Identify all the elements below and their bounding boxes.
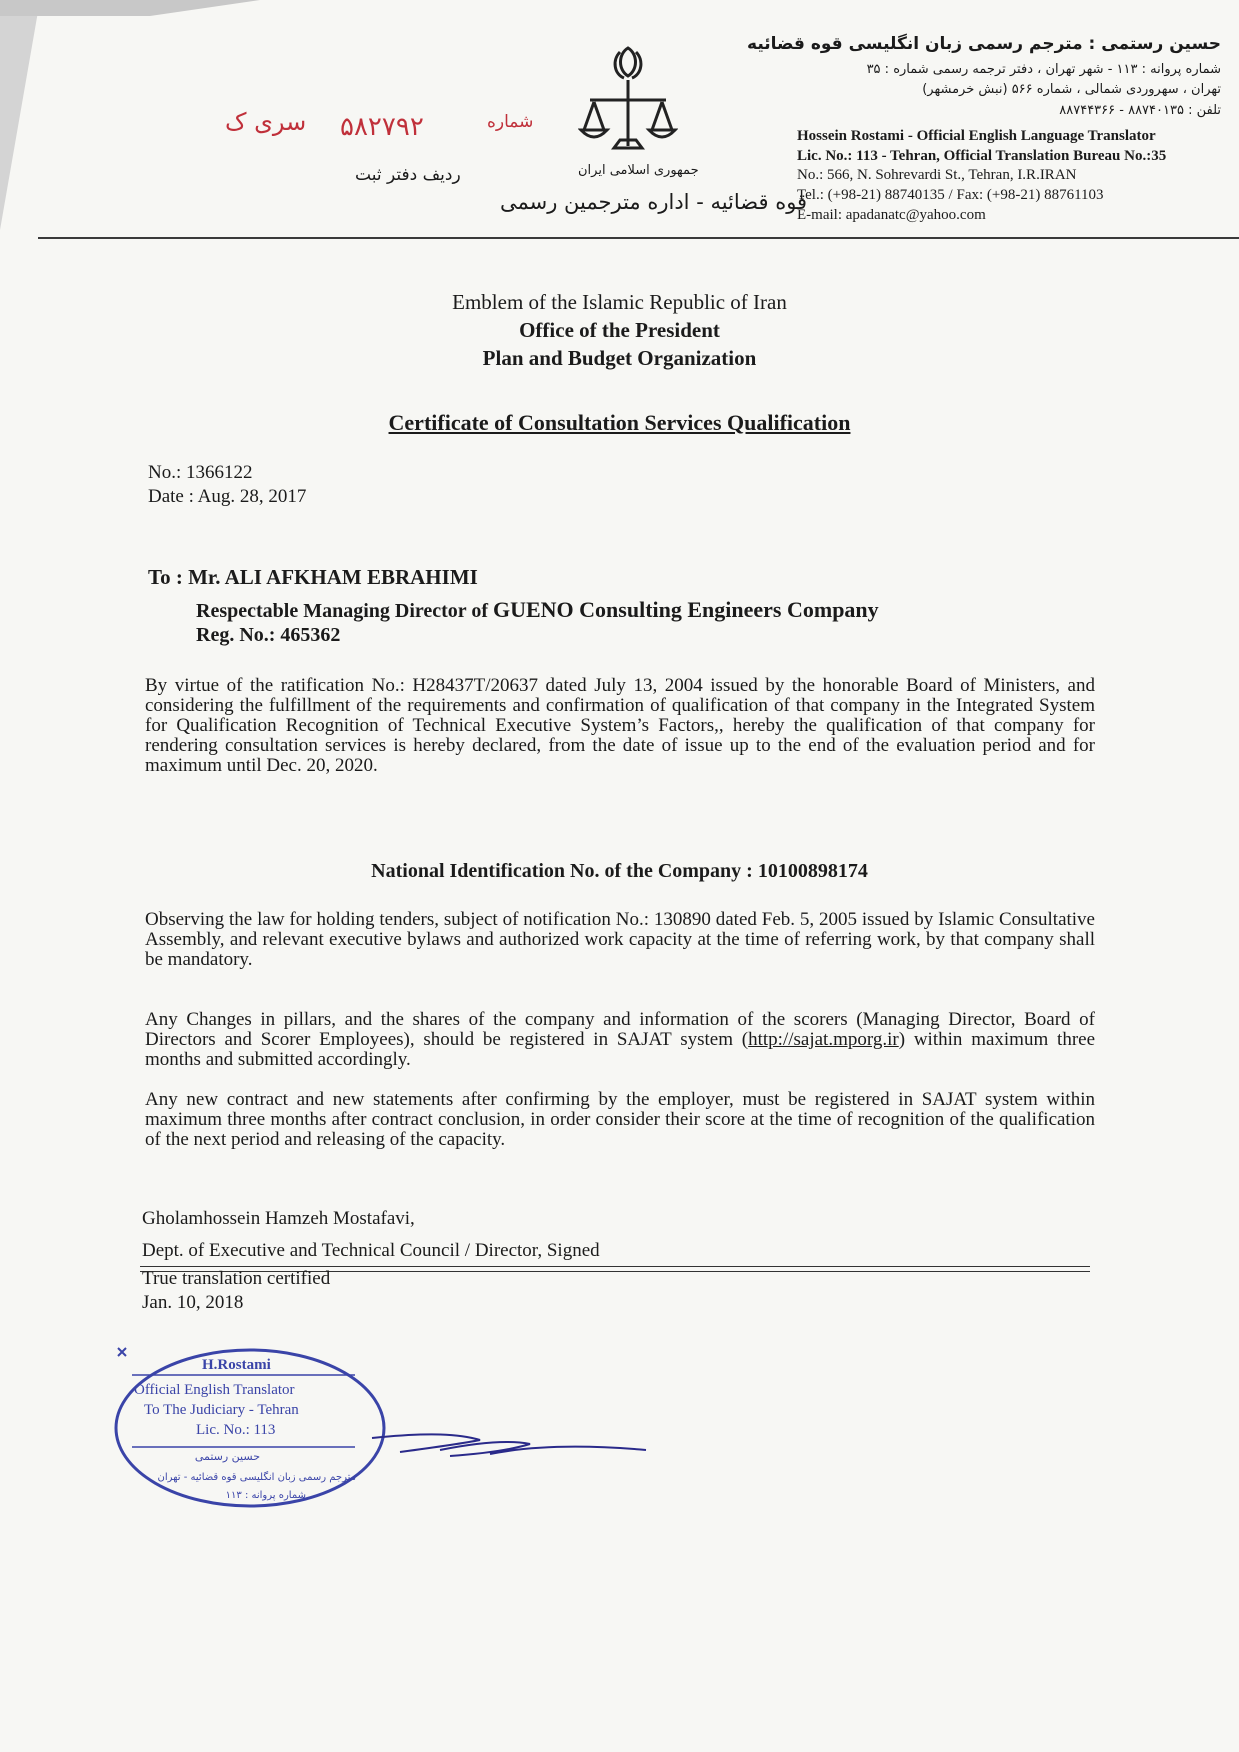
translator-phone-fa: تلفن : ۸۸۷۴۰۱۳۵ - ۸۸۷۴۴۳۶۶ [1059, 103, 1221, 118]
judiciary-emblem-icon [578, 44, 678, 154]
translator-license-en: Lic. No.: 113 - Tehran, Official Translation Bureau No.:35 [797, 148, 1167, 164]
stamp-line-1: H.Rostami [202, 1357, 271, 1373]
stamp-line-6: مترجم رسمی زبان انگلیسی قوه قضائیه - تهران [157, 1472, 356, 1483]
national-id-line: National Identification No. of the Company : 10100898174 [371, 860, 868, 882]
organization-title: Plan and Budget Organization [482, 346, 757, 370]
page-corner-fold [0, 0, 40, 230]
header-divider [38, 237, 1239, 239]
tender-law-paragraph: Observing the law for holding tenders, subject of notification No.: 130890 dated Feb. 5, 2005 issued by Islamic Consultative Assembly, and relevant executive bylaws and authorized work capacity at the time of referring work, by that company shall be mandatory. [145, 909, 1095, 970]
translator-address-fa: تهران ، سهروردی شمالی ، شماره ۵۶۶ (نبش خرمشهر) [922, 82, 1221, 97]
recipient-role [196, 597, 879, 623]
contract-paragraph: Any new contract and new statements after confirming by the employer, must be registered in SAJAT system within maximum three months after contract conclusion, in order consider their score at the time of recognition of the qualification of the next period and releasing of the capacity. [145, 1089, 1095, 1150]
translator-license-fa: شماره پروانه : ۱۱۳ - شهر تهران ، دفتر ترجمه رسمی شماره : ۳۵ [866, 62, 1221, 77]
changes-paragraph [145, 1010, 1095, 1070]
translator-phone-en: Tel.: (+98-21) 88740135 / Fax: (+98-21) 88761103 [797, 187, 1104, 203]
stamp-line-3: To The Judiciary - Tehran [144, 1402, 299, 1418]
company-name: GUENO Consulting Engineers Company [492, 597, 879, 622]
certificate-number: No.: 1366122 [148, 462, 253, 483]
registration-number: Reg. No.: 465362 [196, 624, 341, 646]
office-title: Office of the President [519, 318, 720, 342]
certification-date: Jan. 10, 2018 [142, 1292, 244, 1313]
signatory-name: Gholamhossein Hamzeh Mostafavi, [142, 1208, 415, 1229]
judiciary-translators-label: قوه قضائیه - اداره مترجمین رسمی [500, 190, 808, 214]
certificate-date: Date : Aug. 28, 2017 [148, 486, 307, 507]
iran-republic-label: جمهوری اسلامی ایران [578, 163, 699, 178]
page-top-edge [0, 0, 260, 16]
translator-address-en: No.: 566, N. Sohrevardi St., Tehran, I.R.IRAN [797, 167, 1077, 183]
signatory-department: Dept. of Executive and Technical Council / Director, Signed [142, 1240, 600, 1261]
changes-text-a: Any Changes in pillars, and the shares of the company and information of the scorers (Managing Director, Board of Directors and Scorer Employees), should be registered in SAJAT system ( [145, 1009, 1095, 1050]
stamp-line-2: Official English Translator [134, 1382, 295, 1398]
handwritten-signature [370, 1410, 650, 1480]
translator-stamp [110, 1340, 390, 1520]
changes-text-b: ) within maximum three months and submitted accordingly. [145, 1029, 1096, 1070]
recipient-name: To : Mr. ALI AFKHAM EBRAHIMI [148, 565, 478, 589]
sajat-link[interactable]: http://sajat.mporg.ir [748, 1029, 899, 1050]
ratification-paragraph: By virtue of the ratification No.: H28437T/20637 dated July 13, 2004 issued by the honorable Board of Ministers, and considering the fulfillment of the requirements and confirmation of qualification of that company in the Integrated System for Qualification Recognition of Technical Executive System’s Factors,, hereby the qualification of that company for rendering consultation services is hereby declared, from the date of issue up to the end of the evaluation period and for maximum until Dec. 20, 2020. [145, 675, 1095, 776]
stamp-line-7: شماره پروانه : ۱۱۳ [225, 1490, 306, 1501]
serial-number: ۵۸۲۷۹۲ [340, 112, 424, 142]
translator-name-en: Hossein Rostami - Official English Language Translator [797, 128, 1156, 144]
stamp-line-5: حسین رستمی [194, 1450, 260, 1463]
certificate-title: Certificate of Consultation Services Qualification [388, 410, 851, 435]
stamp-line-4: Lic. No.: 113 [196, 1422, 276, 1438]
signature-rule [140, 1266, 1090, 1267]
translator-name-fa: حسین رستمی : مترجم رسمی زبان انگلیسی قوه قضائیه [747, 34, 1221, 54]
emblem-caption: Emblem of the Islamic Republic of Iran [452, 290, 787, 314]
serial-label: شماره [487, 112, 534, 132]
translator-email-en: E-mail: apadanatc@yahoo.com [797, 207, 986, 223]
certification-note: True translation certified [142, 1268, 331, 1289]
recipient-role-text: Respectable Managing Director of [196, 600, 493, 622]
serial-series: سری ک [225, 108, 307, 136]
register-row-label: ردیف دفتر ثبت [355, 165, 461, 185]
